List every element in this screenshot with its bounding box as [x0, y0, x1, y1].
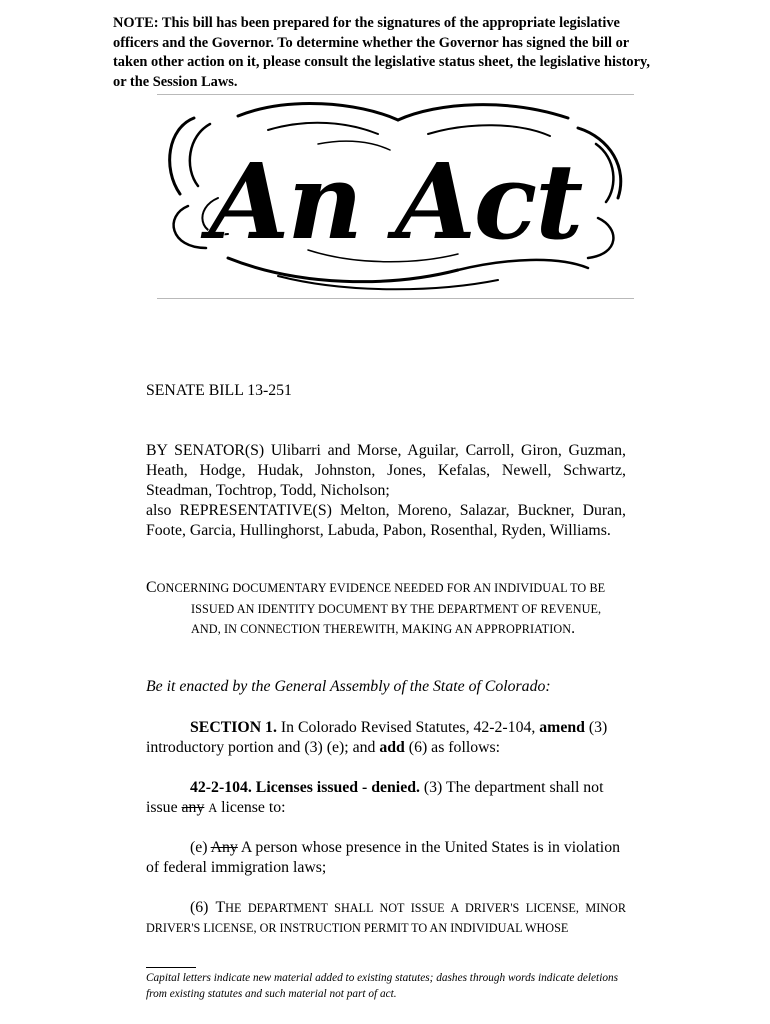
subsection-3e: [146, 838, 626, 878]
title-initial: C: [146, 579, 157, 596]
subsection-3e-text: person whose presence in the United States is in violation of federal immigration laws;: [146, 839, 620, 876]
section-1-heading: SECTION 1.: [190, 719, 277, 736]
banner-bottom-rule: [157, 298, 634, 299]
section-1: [146, 718, 626, 758]
subsection-3e-deleted-word: Any: [210, 839, 238, 856]
house-sponsors: also REPRESENTATIVE(S) Melton, Moreno, Salazar, Buckner, Duran, Foote, Garcia, Hullinghorst, Labuda, Pabon, Rosenthal, Ryden, Williams.: [146, 502, 626, 539]
bill-number: SENATE BILL 13-251: [146, 382, 292, 399]
subsection-6-text: HE DEPARTMENT SHALL NOT ISSUE A DRIVER'S LICENSE, MINOR DRIVER'S LICENSE, OR INSTRUCTION PERMIT TO AN INDIVIDUAL WHOSE: [146, 901, 626, 935]
section-1-text-b: (3) introductory portion and (3) (e); and: [146, 719, 608, 756]
subsection-6-initial: T: [215, 899, 226, 916]
subsection-3e-label: (e): [190, 839, 211, 856]
footnote-rule: [146, 967, 196, 968]
statute-text-a: (3) The department shall not issue: [146, 779, 604, 816]
section-1-add: add: [379, 739, 405, 756]
sponsors-block: [146, 441, 626, 541]
footnote: Capital letters indicate new material added to existing statutes; dashes through words indicate deletions from existing statutes and such material not part of act.: [146, 972, 619, 1000]
section-1-text-a: In Colorado Revised Statutes, 42-2-104,: [276, 719, 540, 736]
title-line-1: ONCERNING DOCUMENTARY EVIDENCE NEEDED FOR AN INDIVIDUAL TO BE: [156, 581, 606, 595]
statute-deleted-word: any: [181, 799, 205, 816]
title-period: .: [571, 620, 576, 637]
title-line-2: ISSUED AN IDENTITY DOCUMENT BY THE DEPARTMENT OF REVENUE,: [191, 601, 602, 616]
section-1-amend: amend: [539, 719, 585, 736]
banner-top-rule: [157, 94, 634, 95]
statute-heading: 42-2-104. Licenses issued - denied.: [190, 779, 420, 796]
statute-42-2-104: [146, 778, 626, 818]
subsection-3e-inserted-word: A: [237, 839, 252, 856]
senate-sponsors: BY SENATOR(S) Ulibarri and Morse, Aguilar, Carroll, Giron, Guzman, Heath, Hodge, Hudak, Johnston, Jones, Kefalas, Newell, Schwartz, Steadman, Tochtrop, Todd, Nicholson;: [146, 442, 626, 499]
subsection-6-label: (6): [190, 899, 216, 916]
disclaimer-note: NOTE: This bill has been prepared for the signatures of the appropriate legislative officers and the Governor. To determine whether the Governor has signed the bill or taken other action on it, please consult the legislative status sheet, the legislative history, or the Session Laws.: [113, 15, 650, 90]
subsection-6: [146, 898, 626, 938]
section-1-text-c: (6) as follows:: [404, 739, 501, 756]
enacting-clause: Be it enacted by the General Assembly of the State of Colorado:: [146, 678, 551, 695]
banner-title: An Act: [208, 140, 582, 263]
statute-text-b: license to:: [217, 799, 286, 816]
an-act-banner: [158, 98, 633, 294]
statute-inserted-word: A: [208, 801, 218, 815]
title-line-3: AND, IN CONNECTION THEREWITH, MAKING AN APPROPRIATION: [191, 622, 572, 636]
bill-title: [146, 578, 626, 640]
